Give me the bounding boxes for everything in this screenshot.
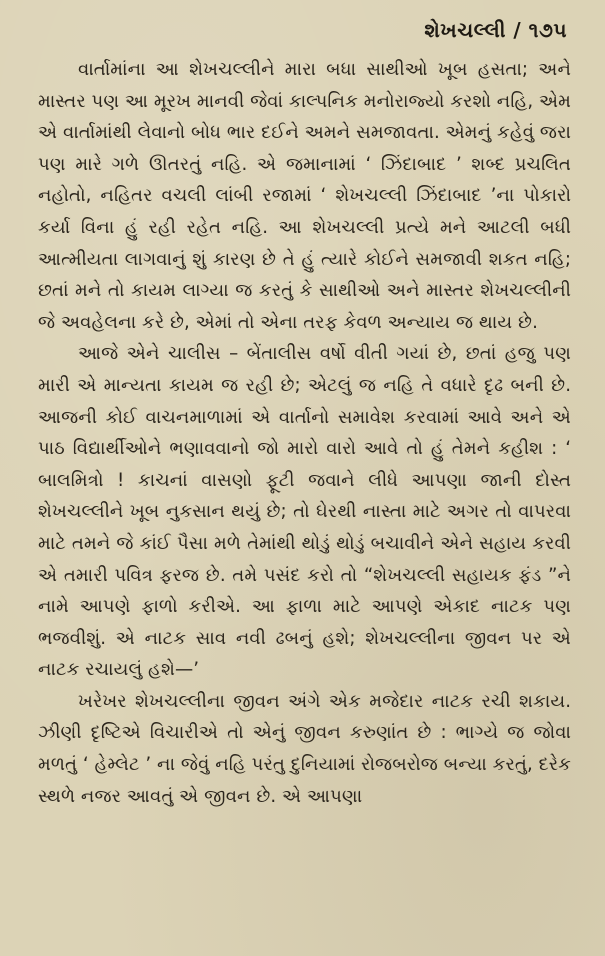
running-head: શેખચલ્લી / ૧૭૫ xyxy=(424,18,567,42)
paragraph-2: આજે એને ચાલીસ – બેંતાલીસ વર્ષો વીતી ગયાં છે, છતાં હજુ પણ મારી એ માન્યતા કાયમ જ રહી છે; એટલું જ નહિ તે વધારે દૃઢ બની છે. આજની કોઈ વાચનમાળામાં એ વાર્તાનો સમાવેશ કરવામાં આવે અને એ પાઠ વિદ્યાર્થીઓને ભણાવવાનો જો મારો વારો આવે તો હું તેમને કહીશ : ‘ બાલમિત્રો ! કાચનાં વાસણો ફૂટી જવાને લીધે આપણા જાની દોસ્ત શેખચલ્લીને ખૂબ નુકસાન થયું છે; તો ઘેરથી નાસ્તા માટે અગર તો વાપરવા માટે તમને જે કાંઈ પૈસા મળે તેમાંથી થોડું થોડું બચાવીને એને સહાય કરવી એ તમારી પવિત્ર ફરજ છે. તમે પસંદ કરો તો “શેખચલ્લી સહાયક ફંડ ”ને નામે આપણે ફાળો કરીએ. આ ફાળા માટે આપણે એકાદ નાટક પણ ભજવીશું. એ નાટક સાવ નવી ઢબનું હશે; શેખચલ્લીના જીવન પર એ નાટક રચાયલું હશે—’ xyxy=(38,343,571,681)
paragraph-1: વાર્તામાંના આ શેખચલ્લીને મારા બધા સાથીઓ ખૂબ હસતા; અને માસ્તર પણ આ મૂરખ માનવી જેવાં કાલ્પનિક મનોરાજ્યો કરશો નહિ, એમ એ વાર્તામાંથી લેવાનો બોધ ભાર દઈને અમને સમજાવતા. એમનું કહેવું જરા પણ મારે ગળે ઊતરતું નહિ. એ જમાનામાં ‘ ઝિંદાબાદ ’ શબ્દ પ્રચલિત નહોતો, નહિતર વચલી લાંબી રજામાં ‘ શેખચલ્લી ઝિંદાબાદ ’ના પોકારો કર્યા વિના હું રહી રહેત નહિ. આ શેખચલ્લી પ્રત્યે મને આટલી બધી આત્મીયતા લાગવાનું શું કારણ છે તે હું ત્યારે કોઈને સમજાવી શકત નહિ; છતાં મને તો કાયમ લાગ્યા જ કરતું કે સાથીઓ અને માસ્તર શેખચલ્લીની જે અવહેલના કરે છે, એમાં તો એના તરફ કેવળ અન્યાય જ થાય છે. xyxy=(38,59,571,333)
paragraph-3: ખરેખર શેખચલ્લીના જીવન અંગે એક મજેદાર નાટક રચી શકાય. ઝીણી દૃષ્ટિએ વિચારીએ તો એનું જીવન કરુણાંત છે : ભાગ્યે જ જોવા મળતું ‘ હેમ્લેટ ’ ના જેવું નહિ પરંતુ દુનિયામાં રોજબરોજ બન્યા કરતું, દરેક સ્થળે નજર આવતું એ જીવન છે. એ આપણા xyxy=(38,690,571,807)
